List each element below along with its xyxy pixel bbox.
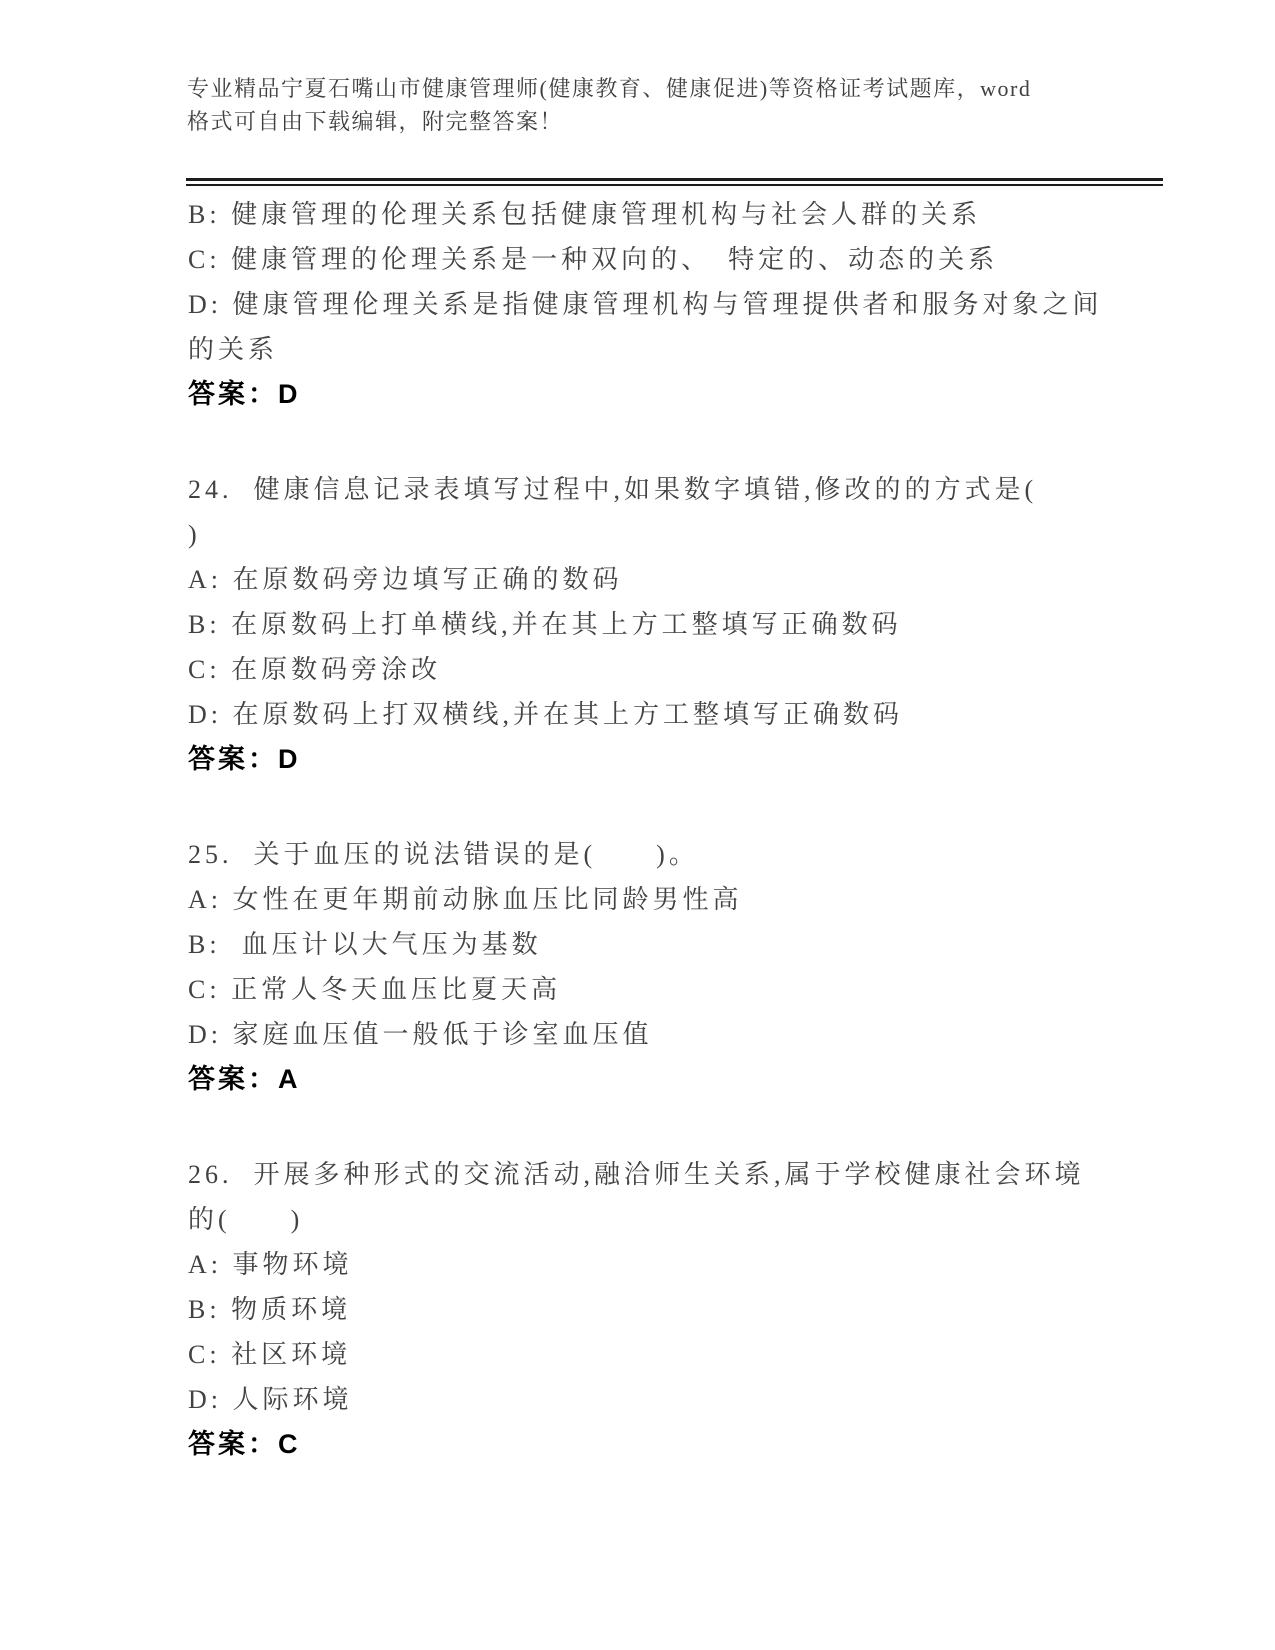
option-line: B: 物质环境 bbox=[188, 1295, 352, 1324]
option-line: D: 健康管理伦理关系是指健康管理机构与管理提供者和服务对象之间 bbox=[188, 290, 1103, 319]
option-line: C: 正常人冬天血压比夏天高 bbox=[188, 975, 562, 1004]
question-line: 26. 开展多种形式的交流活动,融洽师生关系,属于学校健康社会环境 bbox=[188, 1160, 1085, 1189]
option-line: A: 在原数码旁边填写正确的数码 bbox=[188, 565, 623, 594]
continuation-line: ) bbox=[188, 520, 201, 549]
header-divider bbox=[186, 178, 1163, 186]
question-line: 24. 健康信息记录表填写过程中,如果数字填错,修改的的方式是( bbox=[188, 475, 1038, 504]
exam-content bbox=[188, 192, 1198, 1467]
answer-line: 答案：D bbox=[188, 744, 301, 774]
page-header bbox=[187, 72, 1167, 138]
continuation-line: 的关系 bbox=[188, 335, 279, 364]
option-line: C: 健康管理的伦理关系是一种双向的、 特定的、动态的关系 bbox=[188, 245, 999, 274]
option-line: C: 社区环境 bbox=[188, 1340, 352, 1369]
option-line: A: 事物环境 bbox=[188, 1250, 353, 1279]
answer-line: 答案：C bbox=[188, 1429, 301, 1459]
option-line: A: 女性在更年期前动脉血压比同龄男性高 bbox=[188, 885, 743, 914]
option-line: B: 在原数码上打单横线,并在其上方工整填写正确数码 bbox=[188, 610, 902, 639]
question-line: 25. 关于血压的说法错误的是( )。 bbox=[188, 840, 699, 869]
answer-line: 答案：D bbox=[188, 379, 301, 409]
option-line: D: 家庭血压值一般低于诊室血压值 bbox=[188, 1020, 653, 1049]
option-line: D: 在原数码上打双横线,并在其上方工整填写正确数码 bbox=[188, 700, 904, 729]
option-line: B: 健康管理的伦理关系包括健康管理机构与社会人群的关系 bbox=[188, 200, 982, 229]
header-line: 专业精品宁夏石嘴山市健康管理师(健康教育、健康促进)等资格证考试题库，word bbox=[187, 76, 1032, 101]
continuation-line: 的( ) bbox=[188, 1205, 304, 1234]
option-line: B: 血压计以大气压为基数 bbox=[188, 930, 542, 959]
option-line: C: 在原数码旁涂改 bbox=[188, 655, 442, 684]
header-line: 格式可自由下载编辑，附完整答案！ bbox=[187, 109, 564, 134]
answer-line: 答案：A bbox=[188, 1064, 301, 1094]
option-line: D: 人际环境 bbox=[188, 1385, 353, 1414]
